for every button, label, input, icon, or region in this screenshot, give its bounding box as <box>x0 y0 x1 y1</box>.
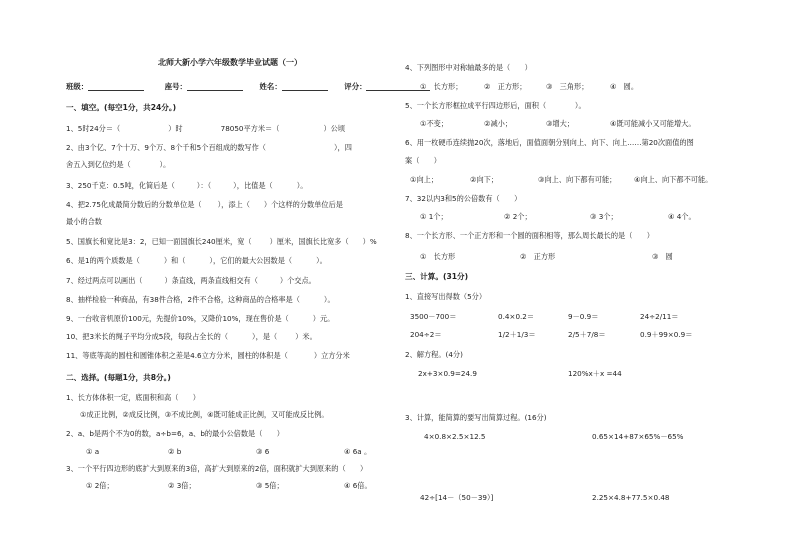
name-label: 姓名： <box>259 82 282 91</box>
fill-q11: 11、等底等高的圆柱和圆锥体积之差是4.6立方分米，圆柱的体积是（ ）立方分米 <box>66 351 350 360</box>
exam-title: 北师大新小学六年级数学毕业试题（一） <box>158 57 302 67</box>
choice-q8: 8、一个长方形、一个正方形和一个圆的面积相等，那么周长最长的是（ ） <box>405 231 654 240</box>
calc-r2-d: 0.9＋99×0.9＝ <box>640 330 693 339</box>
choice-q3-opt4[interactable]: ④ 6倍。 <box>344 481 372 490</box>
seat-label: 座号： <box>164 82 187 91</box>
choice-q7-opt2[interactable]: ② 2个； <box>504 212 532 221</box>
fill-q7: 7、经过两点可以画出（ ）条直线，两条直线相交有（ ）个交点。 <box>66 276 316 285</box>
choice-q8-opt1[interactable]: ① 长方形 <box>420 252 456 261</box>
choice-q3: 3、一个平行四边形的底扩大到原来的3倍，高扩大到原来的2倍，面积就扩大到原来的（ ） <box>66 464 368 473</box>
calc-r1-b: 0.4×0.2＝ <box>498 312 535 321</box>
calc-r1-d: 24÷2/11＝ <box>640 312 679 321</box>
calc-c1-b: 0.65×14+87×65%－65% <box>592 432 684 441</box>
choice-q4: 4、下列图形中对称轴最多的是（ ） <box>405 63 532 72</box>
choice-q8-opt3[interactable]: ③ 圆 <box>652 252 673 261</box>
calc-s1-heading: 1、直接写出得数（5分） <box>405 292 487 301</box>
choice-q1: 1、长方体体积一定，底面积和高（ ） <box>66 393 200 402</box>
choice-q5-opt1[interactable]: ①不变； <box>420 119 449 128</box>
fill-q2-cont: 舍五入到亿位约是（ ）。 <box>66 160 171 169</box>
choice-q6: 6、用一枚硬币连续抛20次，落地后，面值面朝分别向上、向下、向上……第20次面值的图 <box>405 138 694 147</box>
choice-q2: 2、a、b是两个不为0的数，a÷b=6，a、b的最小公倍数是（ ） <box>66 429 284 438</box>
calc-r1-a: 3500－700＝ <box>410 312 457 321</box>
choice-q7: 7、32以内3和5的公倍数有（ ） <box>405 194 522 203</box>
calc-c1-a: 4×0.8×2.5×12.5 <box>424 432 486 441</box>
class-label: 班级： <box>66 82 89 91</box>
choice-q7-opt3[interactable]: ③ 3个； <box>590 212 618 221</box>
fill-q10: 10、把3米长的绳子平均分成5段，每段占全长的（ ），是（ ）米。 <box>66 332 317 341</box>
part1-heading: 一、填空。(每空1分，共24分。) <box>66 103 177 112</box>
fill-q1: 1、5时24分＝（ ）时 78050平方米＝（ ）公顷 <box>66 124 346 133</box>
fill-q8: 8、抽样检验一种商品，有38件合格，2件不合格，这种商品的合格率是（ ）。 <box>66 295 335 304</box>
fill-q4: 4、把2.75化成最简分数后的分数单位是（ ），添上（ ）个这样的分数单位后是 <box>66 200 343 209</box>
fill-q2: 2、由3个亿、7个十万、9个万、8个千和5个百组成的数写作（ ），四 <box>66 143 352 152</box>
part3-heading: 三、计算。(31分) <box>405 272 469 281</box>
name-field[interactable] <box>282 90 328 91</box>
fill-q4-cont: 最小的合数 <box>66 217 102 226</box>
choice-q7-opt1[interactable]: ① 1个； <box>420 212 448 221</box>
fill-q9: 9、一台收音机原价100元，先提价10%，又降价10%，现在售价是（ ）元。 <box>66 314 335 323</box>
calc-s3-heading: 3、计算，能简算的要写出简算过程。(16分) <box>405 413 547 422</box>
choice-q6-opt2[interactable]: ②向下； <box>470 175 499 184</box>
choice-q5-opt2[interactable]: ②减小； <box>484 119 513 128</box>
choice-q5-opt3[interactable]: ③增大； <box>546 119 575 128</box>
choice-q3-opt3[interactable]: ③ 5倍； <box>256 481 284 490</box>
choice-q4-opt3[interactable]: ③ 三角形； <box>546 82 589 91</box>
calc-s2-heading: 2、解方程。(4分) <box>405 350 463 359</box>
choice-q1-options: ①成正比例，②成反比例，③不成比例，④既可能成正比例，又可能成反比例。 <box>80 410 329 419</box>
choice-q7-opt4[interactable]: ④ 4个。 <box>668 212 696 221</box>
choice-q2-opt1[interactable]: ① a <box>86 447 100 456</box>
score-label: 评分： <box>344 82 367 91</box>
choice-q3-opt1[interactable]: ① 2倍； <box>86 481 114 490</box>
choice-q6-opt4[interactable]: ④向上、向下都不可能。 <box>634 175 713 184</box>
calc-c2-b: 2.25×4.8+77.5×0.48 <box>592 493 670 502</box>
seat-field[interactable] <box>187 90 243 91</box>
fill-q3: 3、250千克：0.5吨，化简后是（ ）：（ ），比值是（ ）。 <box>66 181 308 190</box>
calc-r1-c: 9－0.9＝ <box>568 312 599 321</box>
choice-q4-opt2[interactable]: ② 正方形； <box>484 82 527 91</box>
choice-q2-opt4[interactable]: ④ 6a 。 <box>344 447 372 456</box>
choice-q6-opt3[interactable]: ③向上、向下都有可能； <box>538 175 617 184</box>
choice-q5: 5、一个长方形框拉成平行四边形后，面积（ ）。 <box>405 101 586 110</box>
choice-q4-opt4[interactable]: ④ 圆。 <box>610 82 639 91</box>
calc-r2-c: 2/5＋7/8＝ <box>568 330 606 339</box>
calc-r2-a: 204÷2＝ <box>410 330 442 339</box>
fill-q6: 6、是1的两个质数是（ ）和（ ），它们的最大公因数是（ ）。 <box>66 256 327 265</box>
part2-heading: 二、选择。(每题1分，共8分。) <box>66 373 171 382</box>
student-info-row <box>66 82 430 91</box>
choice-q2-opt3[interactable]: ③ 6 <box>256 447 270 456</box>
choice-q5-opt4[interactable]: ④既可能减小又可能增大。 <box>610 119 696 128</box>
class-field[interactable] <box>88 90 144 91</box>
choice-q3-opt2[interactable]: ② 3倍； <box>168 481 196 490</box>
choice-q6-opt1[interactable]: ①向上； <box>410 175 439 184</box>
choice-q2-opt2[interactable]: ② b <box>168 447 182 456</box>
fill-q5: 5、国旗长和宽比是3：2，已知一面国旗长240厘米，宽（ ）厘米，国旗长比宽多（ ）% <box>66 237 377 246</box>
choice-q4-opt1[interactable]: ① 长方形； <box>420 82 463 91</box>
equation-2: 120%x＋x =44 <box>568 369 622 378</box>
calc-r2-b: 1/2＋1/3＝ <box>498 330 536 339</box>
equation-1: 2x+3×0.9=24.9 <box>418 369 477 378</box>
choice-q8-opt2[interactable]: ② 正方形 <box>520 252 556 261</box>
choice-q6-cont: 案（ ） <box>405 156 441 165</box>
calc-c2-a: 42÷[14－（50－39）] <box>420 493 494 502</box>
